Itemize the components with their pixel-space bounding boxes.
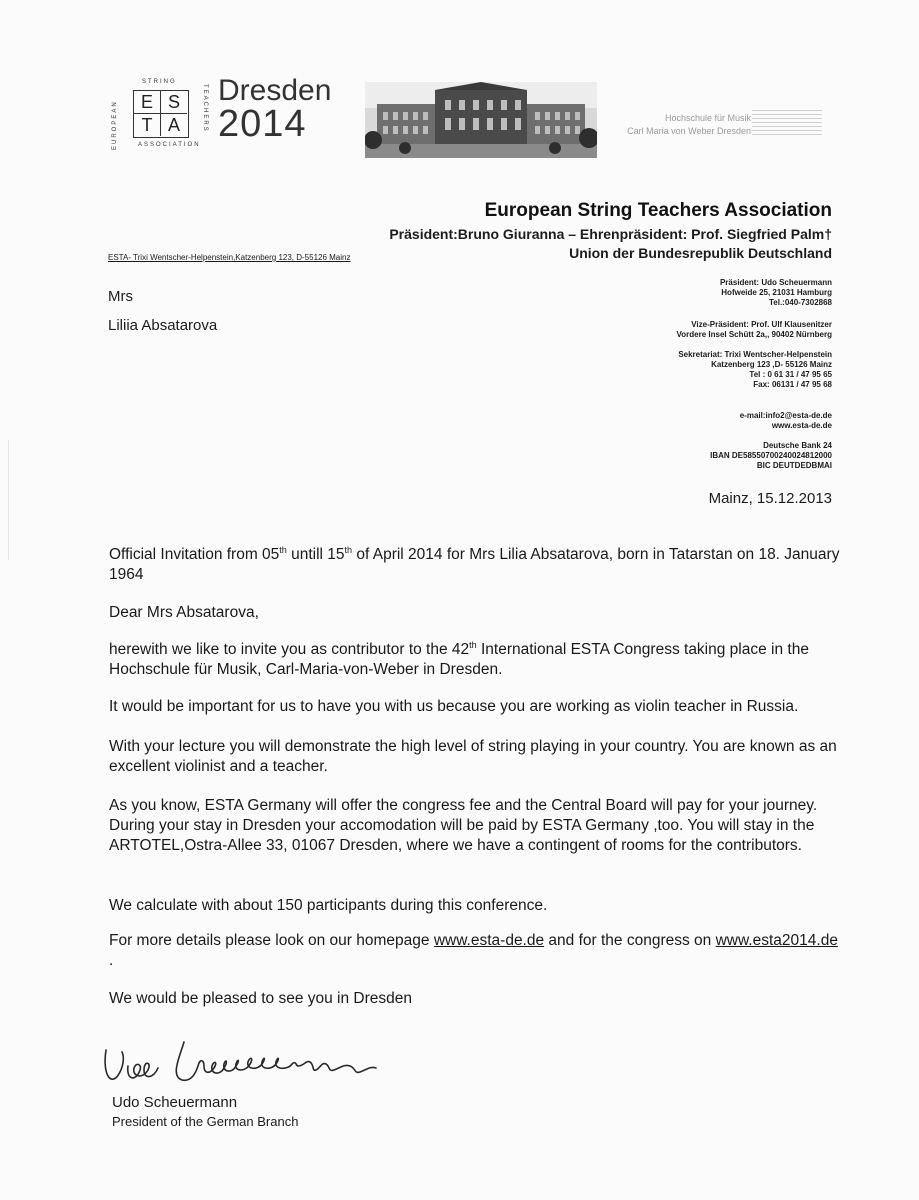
homepage-link[interactable]: www.esta-de.de bbox=[433, 932, 545, 949]
logo-letter-t: T bbox=[134, 114, 161, 136]
organization-name: European String Teachers Association bbox=[484, 200, 832, 221]
contact-line: BIC DEUTDEDBMAI bbox=[756, 461, 832, 470]
letter-paragraph-6: For more details please look on our homepage www.esta-de.de and for the congress on www.esta2014.de . bbox=[109, 932, 838, 969]
school-name-line2: Carl Maria von Weber Dresden bbox=[627, 126, 751, 136]
letter-greeting: Dear Mrs Absatarova, bbox=[109, 604, 259, 621]
contact-email: e-mail:info2@esta-de.de bbox=[739, 411, 832, 420]
contact-line: Tel : 0 61 31 / 47 95 65 bbox=[749, 370, 832, 379]
letter-paragraph-3: With your lecture you will demonstrate the high level of string playing in your country. You are known as an excellent violinist and a teacher. bbox=[109, 738, 837, 775]
school-name-line1: Hochschule für Musik bbox=[664, 113, 751, 123]
letter-paragraph-4: As you know, ESTA Germany will offer the congress fee and the Central Board will pay for your journey. During your stay in Dresden your accomodation will be paid by ESTA Germany ,too. You will stay in the ARTOTEL,Ostra-Allee 33, 01067 Dresden, where we have a contingent of rooms for the contributors. bbox=[109, 797, 818, 854]
logo-letter-a: A bbox=[167, 115, 180, 135]
recipient-name: Liliia Absatarova bbox=[108, 317, 218, 334]
contact-web bbox=[740, 411, 832, 431]
contact-president bbox=[720, 278, 832, 308]
contact-line: IBAN DE58550700240024812000 bbox=[710, 451, 832, 460]
signer-title: President of the German Branch bbox=[112, 1114, 299, 1129]
logo-year: 2014 bbox=[218, 103, 307, 145]
logo-city: Dresden bbox=[218, 74, 332, 107]
esta-logo bbox=[133, 90, 189, 138]
presidents-line: Präsident:Bruno Giuranna – Ehrenpräsident: Prof. Siegfried Palm† bbox=[389, 226, 832, 242]
contact-vice-president bbox=[677, 320, 832, 340]
contact-website: www.esta-de.de bbox=[771, 421, 832, 430]
letter-paragraph-2: It would be important for us to have you with us because you are working as violin teacher in Russia. bbox=[109, 698, 799, 715]
contact-line: Hofweide 25, 21031 Hamburg bbox=[721, 288, 832, 297]
signer-name: Udo Scheuermann bbox=[112, 1094, 238, 1111]
letter-paragraph-1: herewith we like to invite you as contributor to the 42th International ESTA Congress taking place in the Hochschule für Musik, Carl-Maria-von-Weber in Dresden. bbox=[109, 639, 809, 678]
page-fold-edge bbox=[0, 440, 9, 560]
sender-address: ESTA- Trixi Wentscher-Helpenstein,Katzenberg 123, D-55126 Mainz bbox=[108, 253, 351, 262]
contact-line: Vize-Präsident: Prof. Ulf Klausenitzer bbox=[691, 320, 832, 329]
contact-line: Tel.:040-7302868 bbox=[768, 298, 832, 307]
logo-letter-s: S bbox=[161, 91, 187, 114]
contact-line: Sekretariat: Trixi Wentscher-Helpenstein bbox=[678, 350, 832, 359]
union-line: Union der Bundesrepublik Deutschland bbox=[569, 245, 832, 261]
school-logo-lines bbox=[752, 110, 822, 138]
school-name bbox=[611, 112, 751, 138]
contact-secretariat bbox=[678, 350, 832, 390]
contact-line: Katzenberg 123 ,D- 55126 Mainz bbox=[711, 360, 832, 369]
letter-closing: We would be pleased to see you in Dresden bbox=[109, 990, 413, 1007]
contact-line: Vordere Insel Schütt 2a,, 90402 Nürnberg bbox=[676, 330, 832, 339]
letter-subject: Official Invitation from 05th untill 15th of April 2014 for Mrs Lilia Absatarova, born in Tatarstan on 18. January 1964 bbox=[109, 544, 840, 583]
letter-date: Mainz, 15.12.2013 bbox=[708, 490, 832, 507]
recipient-salutation: Mrs bbox=[108, 288, 133, 305]
logo-ring-bottom: ASSOCIATION bbox=[138, 142, 201, 148]
contact-bank bbox=[710, 441, 832, 471]
letter-paragraph-5: We calculate with about 150 participants during this conference. bbox=[109, 897, 548, 914]
handwritten-signature bbox=[100, 1036, 430, 1096]
contact-line: Präsident: Udo Scheuermann bbox=[719, 278, 832, 287]
building-photo bbox=[365, 82, 597, 158]
logo-letter-e: E bbox=[134, 91, 161, 114]
congress-link[interactable]: www.esta2014.de bbox=[715, 932, 838, 949]
contact-line: Deutsche Bank 24 bbox=[763, 441, 832, 450]
logo-ring-left: EUROPEAN bbox=[112, 100, 118, 150]
logo-ring-top: STRING bbox=[142, 79, 177, 85]
contact-line: Fax: 06131 / 47 95 68 bbox=[753, 380, 832, 389]
logo-ring-right: TEACHERS bbox=[202, 84, 208, 133]
